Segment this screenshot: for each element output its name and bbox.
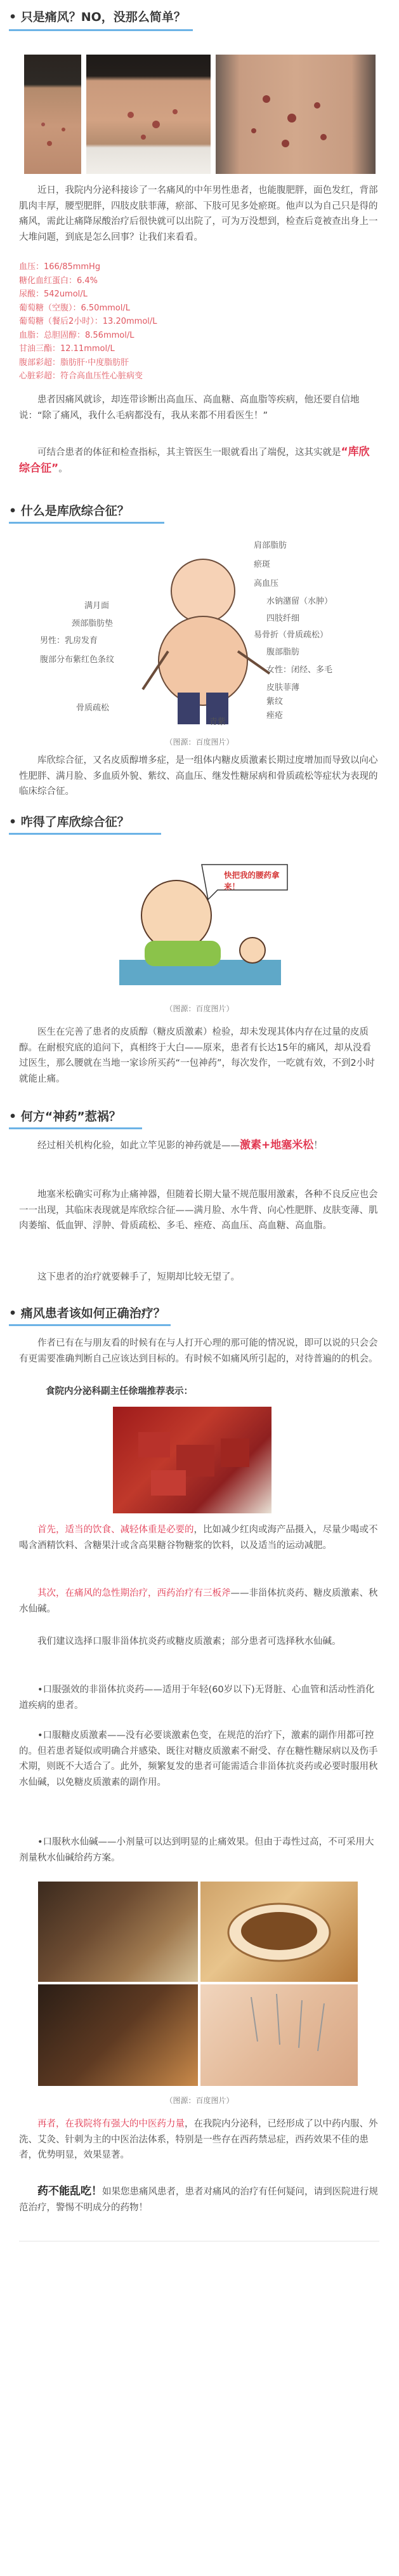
- diagram-label: 骨质疏松: [76, 703, 110, 713]
- highlight-text: 首先，适当的饮食、减轻体重是必要的: [37, 1525, 194, 1535]
- lab-line: 心脏彩超：符合高血压性心脏病变: [19, 371, 143, 381]
- paragraph-3: [19, 444, 379, 477]
- subheading: 食院内分泌科副主任徐瑞推荐表示：: [46, 1386, 193, 1397]
- paragraph-8: 这下患者的治疗就要棘手了，短期却比较无望了。: [37, 1272, 240, 1282]
- text: 可结合患者的体征和检查指标，其主管医生一眼就看出了端倪，这其实就是: [37, 448, 341, 458]
- section-title-1: • 只是痛风？NO，没那么简单？: [9, 10, 186, 24]
- paragraph-15: •口服秋水仙碱——小剂量可以达到明显的止痛效果。但由于毒性过高，不可采用大剂量秋水仙碱给药方案。: [19, 1837, 374, 1863]
- section-underline-1: [9, 29, 193, 31]
- image-caption: （图源：百度图片）: [165, 738, 234, 747]
- diagram-label: 腹部分布紫红色条纹: [40, 655, 115, 665]
- text: 经过相关机构化验，如此立竿见影的神药就是——: [37, 1141, 240, 1151]
- paragraph-9: 作者已有在与朋友看的时候有在与人打开心理的那可能的情况说，即可以说的只会会有更需要准确判断自己应该达到目标的。有时候不如痛风所引起的，对待普遍的的机会。: [19, 1338, 378, 1364]
- image-caption: （图源：百度图片）: [165, 2096, 234, 2105]
- text: ，在我院内分泌科，已经形成了以中药内服、外洗、艾灸、针刺为主的中医治法体系，特别是一些存在西药禁忌症，西药效果不佳的患者，优势明显，效果显著。: [19, 2119, 378, 2160]
- highlight-term: 激素+地塞米松: [240, 1139, 314, 1152]
- diagram-label: 瘀斑: [254, 560, 271, 569]
- diagram-label: 男性：乳房发育: [40, 636, 98, 646]
- lab-line: 尿酸：542umol/L: [19, 289, 88, 299]
- diagram-label: 易骨折（骨质疏松）: [254, 630, 329, 640]
- text: ，比如减少红肉或海产品摄入，尽量少喝或不喝含酒精饮料、含糖果汁或含高果糖谷物糖浆的饮料，以及适当的运动减肥。: [19, 1525, 378, 1551]
- acupuncture-photo: [200, 1984, 358, 2086]
- speech-bubble-text: 快把我的腰药拿来！: [224, 870, 280, 891]
- section-underline-2: [9, 522, 164, 524]
- bold-text: 药不能乱吃！: [37, 2185, 102, 2198]
- lab-results: [19, 260, 374, 383]
- patient-photo-face: [24, 55, 81, 174]
- patient-photo-torso: [216, 55, 376, 174]
- intro-paragraph: 近日，我院内分泌科接诊了一名痛风的中年男性患者，也能腹肥胖，面色发红，背部肌肉丰厚，腰型肥胖，四肢皮肤菲薄，瘀部、下肢可见多处瘀斑。他声以为自己只是得的痛风，需此让痛降尿酸治疗后很快就可以出院了，可为万没想到，检查后竟被查出身上一大堆问题，到底是怎么回事？让我们来看看。: [19, 185, 378, 242]
- text: ——非甾体抗炎药、糖皮质激素、秋水仙碱。: [19, 1588, 378, 1614]
- diagram-label: 紫纹: [266, 697, 284, 707]
- diagram-label: 满月面: [84, 601, 110, 611]
- image-caption: （图源：百度图片）: [165, 1004, 234, 1013]
- lab-line: 甘油三酯：12.11mmol/L: [19, 344, 115, 354]
- diagram-label: 腹部脂肪: [266, 647, 300, 657]
- paragraph-5: 医生在完善了患者的皮质醇（糖皮质激素）检验，却未发现其体内存在过量的皮质醇。在耐根究底的追问下，真相终于大白——原来，患者有长达15年的痛风，却从没看过医生，那么腰就在当地一家诊所买药“一包神药”，每次发作，一吃就有效，不到2小时就能止痛。: [19, 1027, 375, 1084]
- paragraph-12: 我们建议选择口服非甾体抗炎药或糖皮质激素；部分患者可选择秋水仙碱。: [37, 1637, 341, 1647]
- paragraph-4: 库欣综合征，又名皮质醇增多症，是一组体内糖皮质激素长期过度增加而导致以向心性肥胖、满月脸、多血质外貌、紫纹、高血压、继发性糖尿病和骨质疏松等症状为表现的临床综合征。: [19, 755, 378, 797]
- paragraph-16: [19, 2116, 379, 2163]
- patient-photo-neck: [86, 55, 211, 174]
- raw-meat-photo: [113, 1407, 271, 1513]
- diagram-label: 痤疮: [266, 711, 284, 720]
- section-title-3: • 咋得了库欣综合征？: [9, 815, 129, 829]
- moxibustion-photo: [38, 1984, 198, 2086]
- section-underline-3: [9, 833, 161, 835]
- text: 。: [58, 463, 68, 474]
- lab-line: 血压：166/85mmHg: [19, 262, 101, 272]
- paragraph-13: •口服强效的非甾体抗炎药——适用于年轻(60岁以下)无肾脏、心血管和活动性消化道疾病的患者。: [19, 1685, 375, 1711]
- lab-line: 葡萄糖（空腹）：6.50mmol/L: [19, 303, 130, 313]
- lab-line: 葡萄糖（餐后2小时）：13.20mmol/L: [19, 317, 157, 326]
- highlight-text: 其次，在痛风的急性期治疗，西药治疗有三板斧: [37, 1588, 231, 1598]
- section-title-5: • 痛风患者该如何正确治疗？: [9, 1306, 166, 1320]
- lab-line: 腹部彩超：脂肪肝·中度脂肪肝: [19, 357, 129, 368]
- section-underline-5: [9, 1324, 171, 1326]
- diagram-label: 肩部脂肪: [254, 541, 287, 550]
- diagram-label: 四肢纤细: [266, 614, 300, 623]
- section-title-2: • 什么是库欣综合征？: [9, 504, 129, 518]
- herbal-bowl-photo: [200, 1882, 358, 1982]
- highlight-text: 再者，在我院将有强大的中医药力量: [37, 2119, 185, 2129]
- cartoon-pain-illustration: [107, 839, 294, 997]
- herbal-medicine-photo: [38, 1882, 198, 1982]
- section-title-4: • 何方“神药”惹祸？: [9, 1110, 121, 1124]
- paragraph-17: [19, 2184, 379, 2215]
- section-underline-4: [9, 1127, 142, 1129]
- text: ！: [313, 1141, 323, 1151]
- lab-line: 糖化血红蛋白：6.4%: [19, 276, 98, 286]
- paragraph-2: 患者因痛风就诊，却连带诊断出高血压、高血糖、高血脂等疾病，他还要自信地说：“除了痛风，我什么毛病都没有，我从来都不用看医生！”: [19, 395, 360, 421]
- paragraph-10: [19, 1522, 379, 1553]
- diagram-label: 水钠潴留（水肿）: [266, 597, 333, 606]
- diagram-label: 女性：闭经、多毛: [266, 665, 333, 675]
- highlight-term: “库欣综合征”: [19, 446, 370, 475]
- paragraph-11: [19, 1586, 379, 1617]
- paragraph-7: 地塞米松确实可称为止痛神器，但随着长期大量不规范服用激素，各种不良反应也会一一出现，其临床表现就是库欣综合征——满月脸、水牛背、向心性肥胖、皮肤变薄、肌肉萎缩、低血钾、浮肿、骨质疏松、多毛、痤疮、高血压、高血糖、高血脂。: [19, 1190, 378, 1231]
- body-diagram-illustration: [19, 531, 381, 729]
- lab-line: 血脂：总胆固醇：8.56mmol/L: [19, 330, 134, 340]
- text: 如果您患痛风患者，患者对痛风的治疗有任何疑问，请到医院进行规范治疗，警惕不明成分的药物！: [19, 2187, 378, 2213]
- paragraph-6: [19, 1138, 379, 1154]
- paragraph-14: •口服糖皮质激素——没有必要谈激素色变，在规范的治疗下，激素的副作用都可控的。但若患者疑似或明确合并感染、既往对糖皮质激素不耐受、存在糖性糖尿病以及伤手术期，则既不大适合了。此外，频繁复发的患者可能需适合非甾体抗炎药或必要时服用秋水仙碱，以免糖皮质激素的副作用。: [19, 1730, 378, 1788]
- diagram-label: 青紫: [209, 717, 226, 727]
- diagram-label: 高血压: [254, 579, 279, 588]
- diagram-label: 皮肤菲薄: [266, 683, 300, 693]
- diagram-label: 颈部脂肪垫: [72, 619, 114, 628]
